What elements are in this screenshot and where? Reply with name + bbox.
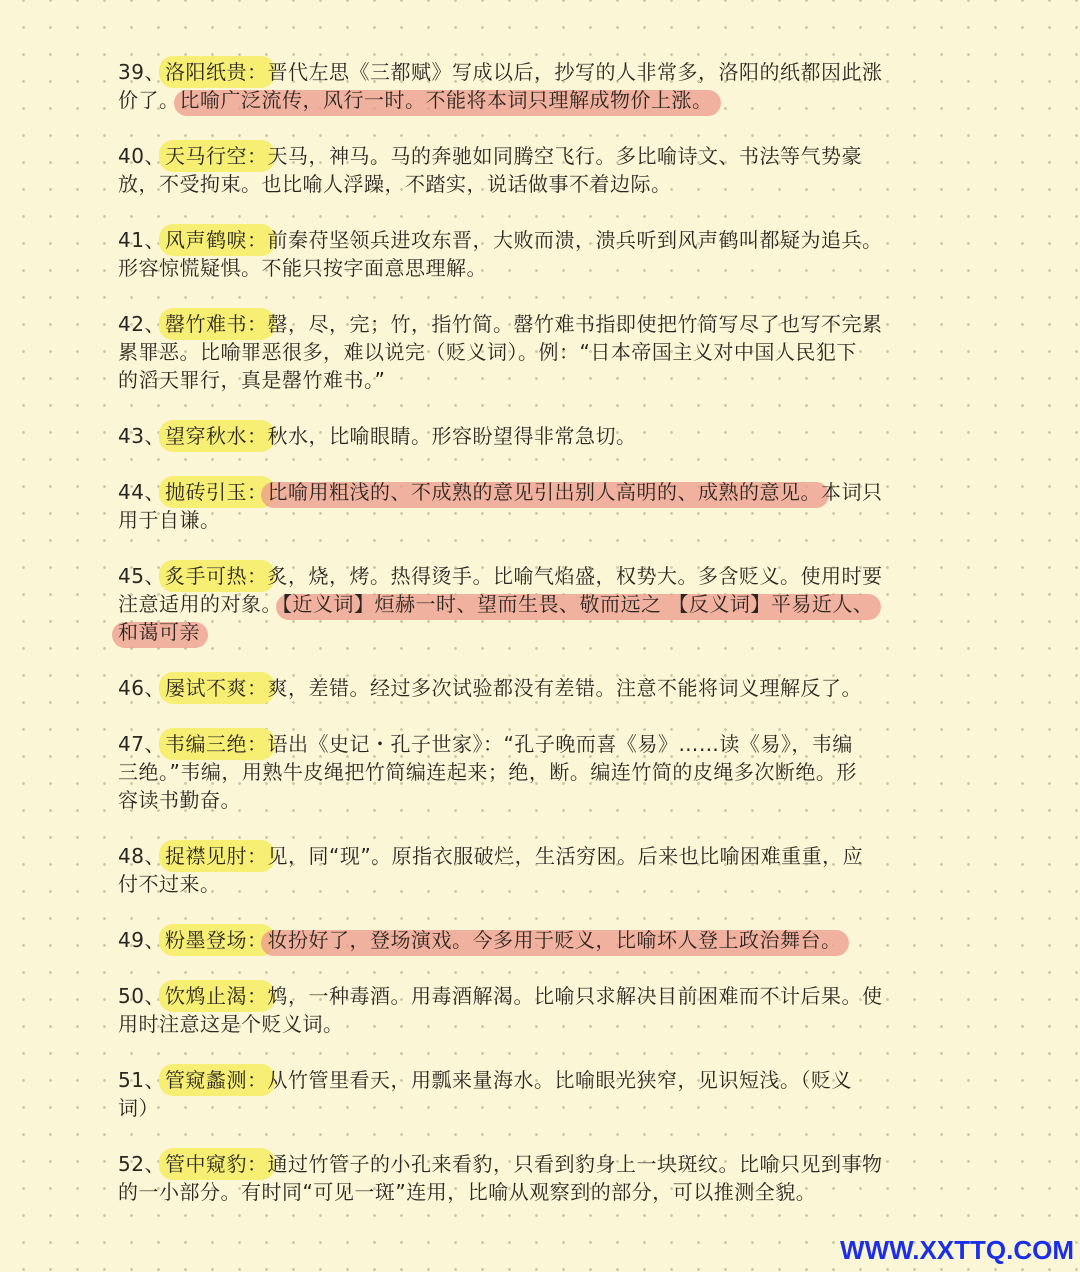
entry-line (118, 870, 958, 898)
idiom-entry (118, 310, 958, 394)
entry-number: 43、 (118, 424, 165, 448)
entry-line (118, 142, 958, 170)
idiom-term-text: 天马行空： (164, 144, 268, 168)
idiom-term (165, 310, 268, 338)
entry-line (118, 86, 958, 114)
idiom-term-text: 捉襟见肘： (164, 844, 268, 868)
entry-text: 通过竹管子的小孔来看豹，只看到豹身上一块斑纹。比喻只见到事物 (267, 1152, 883, 1176)
idiom-term-text: 望穿秋水： (164, 424, 268, 448)
idiom-term-text: 韦编三绝： (164, 732, 268, 756)
entry-text: 容读书勤奋。 (118, 788, 241, 812)
entry-text: 爽，差错。经过多次试验都没有差错。注意不能将词义理解反了。 (267, 676, 862, 700)
entry-number: 44、 (118, 480, 165, 504)
highlighted-text: 妆扮好了，登场演戏。今多用于贬义，比喻坏人登上政治舞台。 (267, 928, 842, 952)
entry-line (118, 590, 958, 618)
entry-text: 前秦苻坚领兵进攻东晋，大败而溃，溃兵听到风声鹤叫都疑为追兵。 (267, 228, 883, 252)
entry-line (118, 1066, 958, 1094)
idiom-term-text: 抛砖引玉： (164, 480, 268, 504)
idiom-entry (118, 142, 958, 198)
entry-text: 炙，烧，烤。热得烫手。比喻气焰盛，权势大。多含贬义。使用时要 (267, 564, 883, 588)
entry-text: 形容惊慌疑惧。不能只按字面意思理解。 (118, 256, 487, 280)
idiom-term (165, 58, 268, 86)
idiom-term (165, 422, 268, 450)
idiom-entry (118, 1066, 958, 1122)
entry-text: 用时注意这是个贬义词。 (118, 1012, 344, 1036)
idiom-term (165, 926, 268, 954)
entry-number: 51、 (118, 1068, 165, 1092)
idiom-term-text: 炙手可热： (164, 564, 268, 588)
idiom-entry (118, 982, 958, 1038)
entry-text: 罄，尽，完；竹，指竹简。罄竹难书指即使把竹简写尽了也写不完累 (267, 312, 883, 336)
idiom-entry (118, 842, 958, 898)
idiom-term (165, 562, 268, 590)
entry-line (118, 422, 958, 450)
site-watermark: WWW.XXTTQ.COM (840, 1235, 1074, 1265)
entry-text: 三绝。”韦编，用熟牛皮绳把竹简编连起来；绝，断。编连竹简的皮绳多次断绝。形 (118, 760, 857, 784)
entry-number: 49、 (118, 928, 165, 952)
entry-line (118, 478, 958, 506)
entry-text: 见，同“现”。原指衣服破烂，生活穷困。后来也比喻困难重重，应 (267, 844, 864, 868)
idiom-entry (118, 730, 958, 814)
entry-line (118, 1094, 958, 1122)
entry-line (118, 562, 958, 590)
entry-number: 50、 (118, 984, 165, 1008)
entry-line (118, 170, 958, 198)
entry-line (118, 366, 958, 394)
entry-text: 天马，神马。马的奔驰如同腾空飞行。多比喻诗文、书法等气势豪 (267, 144, 862, 168)
idiom-term-text: 粉墨登场： (164, 928, 268, 952)
entry-number: 42、 (118, 312, 165, 336)
highlighted-text: 比喻用粗浅的、不成熟的意见引出别人高明的、成熟的意见。 (267, 480, 821, 504)
entry-text: 累罪恶。比喻罪恶很多，难以说完（贬义词）。例：“日本帝国主义对中国人民犯下 (118, 340, 857, 364)
entry-line (118, 1010, 958, 1038)
highlighted-text: 和蔼可亲 (118, 620, 200, 644)
entry-line (118, 982, 958, 1010)
entry-number: 48、 (118, 844, 165, 868)
idiom-entry (118, 562, 958, 646)
highlighted-text: 【近义词】烜赫一时、望而生畏、敬而远之 【反义词】平易近人、 (282, 592, 874, 616)
idiom-term-text: 饮鸩止渴： (164, 984, 268, 1008)
entry-text: 的滔天罪行，真是罄竹难书。” (118, 368, 386, 392)
entry-line (118, 786, 958, 814)
highlighted-text: 比喻广泛流传，风行一时。不能将本词只理解成物价上涨。 (179, 88, 713, 112)
entry-line (118, 226, 958, 254)
entry-text: 语出《史记・孔子世家》：“孔子晚而喜《易》……读《易》，韦编 (267, 732, 853, 756)
entry-line (118, 926, 958, 954)
entry-text: 付不过来。 (118, 872, 221, 896)
idiom-term (165, 226, 268, 254)
idiom-term-text: 罄竹难书： (164, 312, 268, 336)
entry-text: 注意适用的对象。 (118, 592, 282, 616)
idiom-entry (118, 226, 958, 282)
idiom-term (165, 1066, 268, 1094)
entry-text: 秋水，比喻眼睛。形容盼望得非常急切。 (267, 424, 637, 448)
idiom-term-text: 风声鹤唳： (164, 228, 268, 252)
idiom-entry (118, 58, 958, 114)
entry-number: 45、 (118, 564, 165, 588)
idiom-term-text: 管窥蠡测： (164, 1068, 268, 1092)
entry-line (118, 254, 958, 282)
entry-line (118, 842, 958, 870)
idiom-entry (118, 1150, 958, 1206)
idiom-entry (118, 926, 958, 954)
entry-line (118, 58, 958, 86)
entry-line (118, 1178, 958, 1206)
entry-text: 价了。 (118, 88, 180, 112)
idiom-entry (118, 674, 958, 702)
entry-text: 本词只 (820, 480, 883, 504)
entry-number: 47、 (118, 732, 165, 756)
entry-line (118, 506, 958, 534)
idiom-entry (118, 478, 958, 534)
idiom-term-text: 洛阳纸贵： (164, 60, 268, 84)
entry-text: 用于自谦。 (118, 508, 221, 532)
entry-text: 晋代左思《三都赋》写成以后，抄写的人非常多，洛阳的纸都因此涨 (267, 60, 883, 84)
entry-line (118, 1150, 958, 1178)
entry-text: 放，不受拘束。也比喻人浮躁，不踏实，说话做事不着边际。 (118, 172, 672, 196)
entry-line (118, 310, 958, 338)
entry-number: 40、 (118, 144, 165, 168)
idiom-term (165, 842, 268, 870)
entry-number: 39、 (118, 60, 165, 84)
idiom-term-text: 屡试不爽： (164, 676, 268, 700)
idiom-term (165, 1150, 268, 1178)
idiom-entry (118, 422, 958, 450)
idiom-term (165, 674, 268, 702)
entry-text: 鸩，一种毒酒。用毒酒解渴。比喻只求解决目前困难而不计后果。使 (267, 984, 883, 1008)
entry-number: 46、 (118, 676, 165, 700)
entry-line (118, 758, 958, 786)
entry-text: 词） (118, 1096, 159, 1120)
idiom-term (165, 142, 268, 170)
entry-text: 的一小部分。有时同“可见一斑”连用，比喻从观察到的部分，可以推测全貌。 (118, 1180, 817, 1204)
idiom-term (165, 478, 268, 506)
entry-number: 52、 (118, 1152, 165, 1176)
entry-line (118, 674, 958, 702)
idiom-term-text: 管中窥豹： (164, 1152, 268, 1176)
entry-line (118, 730, 958, 758)
entry-line (118, 338, 958, 366)
entry-number: 41、 (118, 228, 165, 252)
entry-text: 从竹管里看天，用瓢来量海水。比喻眼光狭窄，见识短浅。（贬义 (267, 1068, 852, 1092)
entry-line (118, 618, 958, 646)
idiom-term (165, 730, 268, 758)
idiom-term (165, 982, 268, 1010)
